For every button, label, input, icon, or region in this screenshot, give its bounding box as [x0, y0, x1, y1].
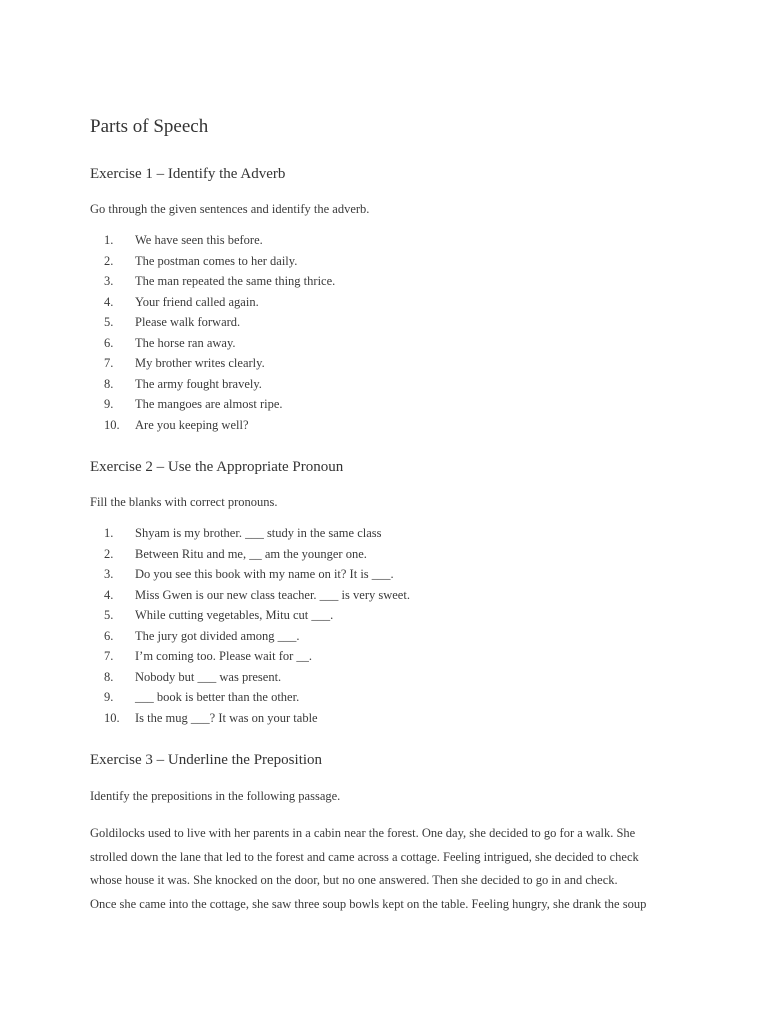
item-number: 5. — [104, 315, 114, 329]
list-item — [104, 523, 410, 544]
item-text: The army fought bravely. — [135, 376, 262, 391]
list-item — [104, 251, 335, 272]
item-number: 5. — [104, 608, 114, 622]
exercise-1-instruction: Go through the given sentences and identify the adverb. — [90, 202, 370, 216]
item-text: Nobody but ___ was present. — [135, 669, 282, 684]
item-text: The mangoes are almost ripe. — [135, 397, 283, 411]
list-item — [104, 585, 410, 606]
exercise-2-instruction: Fill the blanks with correct pronouns. — [90, 495, 278, 509]
list-item — [104, 312, 335, 333]
item-text: Between Ritu and me, __ am the younger one. — [135, 546, 367, 561]
list-item — [104, 271, 335, 292]
exercise-1-list — [104, 230, 335, 435]
item-text: We have seen this before. — [135, 233, 263, 247]
item-number: 10. — [104, 710, 120, 725]
item-text: Miss Gwen is our new class teacher. ___ is very sweet. — [135, 587, 410, 602]
item-text: While cutting vegetables, Mitu cut ___. — [135, 608, 334, 622]
item-number: 3. — [104, 567, 114, 581]
item-text: The jury got divided among ___. — [135, 628, 300, 643]
list-item — [104, 708, 410, 729]
passage-line: whose house it was. She knocked on the door, but no one answered. Then she decided to go in and check. — [90, 873, 618, 887]
item-text: Is the mug ___? It was on your table — [135, 710, 318, 725]
list-item — [104, 394, 335, 415]
list-item — [104, 230, 335, 251]
item-number: 2. — [104, 546, 114, 561]
list-item — [104, 353, 335, 374]
item-number: 9. — [104, 397, 114, 411]
item-number: 6. — [104, 628, 114, 643]
item-number: 7. — [104, 649, 114, 663]
list-item — [104, 667, 410, 688]
item-text: Are you keeping well? — [135, 417, 249, 432]
exercise-3-heading: Exercise 3 – Underline the Preposition — [90, 752, 323, 768]
item-text: Please walk forward. — [135, 315, 241, 329]
passage-line: Once she came into the cottage, she saw three soup bowls kept on the table. Feeling hungry, she drank the soup — [90, 896, 647, 911]
list-item — [104, 687, 410, 708]
item-number: 1. — [104, 233, 114, 247]
item-number: 6. — [104, 335, 114, 350]
item-text: Shyam is my brother. ___ study in the same class — [135, 526, 382, 540]
exercise-3-instruction: Identify the prepositions in the following passage. — [90, 789, 341, 803]
list-item — [104, 415, 335, 436]
document-title: Parts of Speech — [90, 116, 209, 137]
exercise-3-passage — [90, 822, 690, 916]
exercise-1-heading: Exercise 1 – Identify the Adverb — [90, 166, 286, 182]
list-item — [104, 544, 410, 565]
list-item — [104, 374, 335, 395]
list-item — [104, 605, 410, 626]
list-item — [104, 564, 410, 585]
list-item — [104, 646, 410, 667]
item-text: The man repeated the same thing thrice. — [135, 274, 336, 288]
item-number: 10. — [104, 417, 120, 432]
item-number: 4. — [104, 587, 114, 602]
list-item — [104, 626, 410, 647]
item-number: 3. — [104, 274, 114, 288]
item-text: My brother writes clearly. — [135, 356, 265, 370]
item-text: ___ book is better than the other. — [135, 690, 300, 704]
exercise-2-list — [104, 523, 410, 728]
item-text: The horse ran away. — [135, 335, 236, 350]
item-text: The postman comes to her daily. — [135, 253, 298, 268]
item-number: 8. — [104, 669, 114, 684]
item-number: 4. — [104, 294, 114, 309]
exercise-2-heading: Exercise 2 – Use the Appropriate Pronoun — [90, 459, 344, 475]
passage-line: Goldilocks used to live with her parents in a cabin near the forest. One day, she decided to go for a walk. She — [90, 826, 636, 840]
item-number: 7. — [104, 356, 114, 370]
list-item — [104, 333, 335, 354]
item-number: 1. — [104, 526, 114, 540]
item-number: 2. — [104, 253, 114, 268]
item-text: Do you see this book with my name on it? It is ___. — [135, 567, 394, 581]
item-text: Your friend called again. — [135, 294, 259, 309]
item-number: 8. — [104, 376, 114, 391]
item-number: 9. — [104, 690, 114, 704]
passage-line: strolled down the lane that led to the forest and came across a cottage. Feeling intrigued, she decided to check — [90, 849, 639, 864]
item-text: I’m coming too. Please wait for __. — [135, 649, 313, 663]
list-item — [104, 292, 335, 313]
